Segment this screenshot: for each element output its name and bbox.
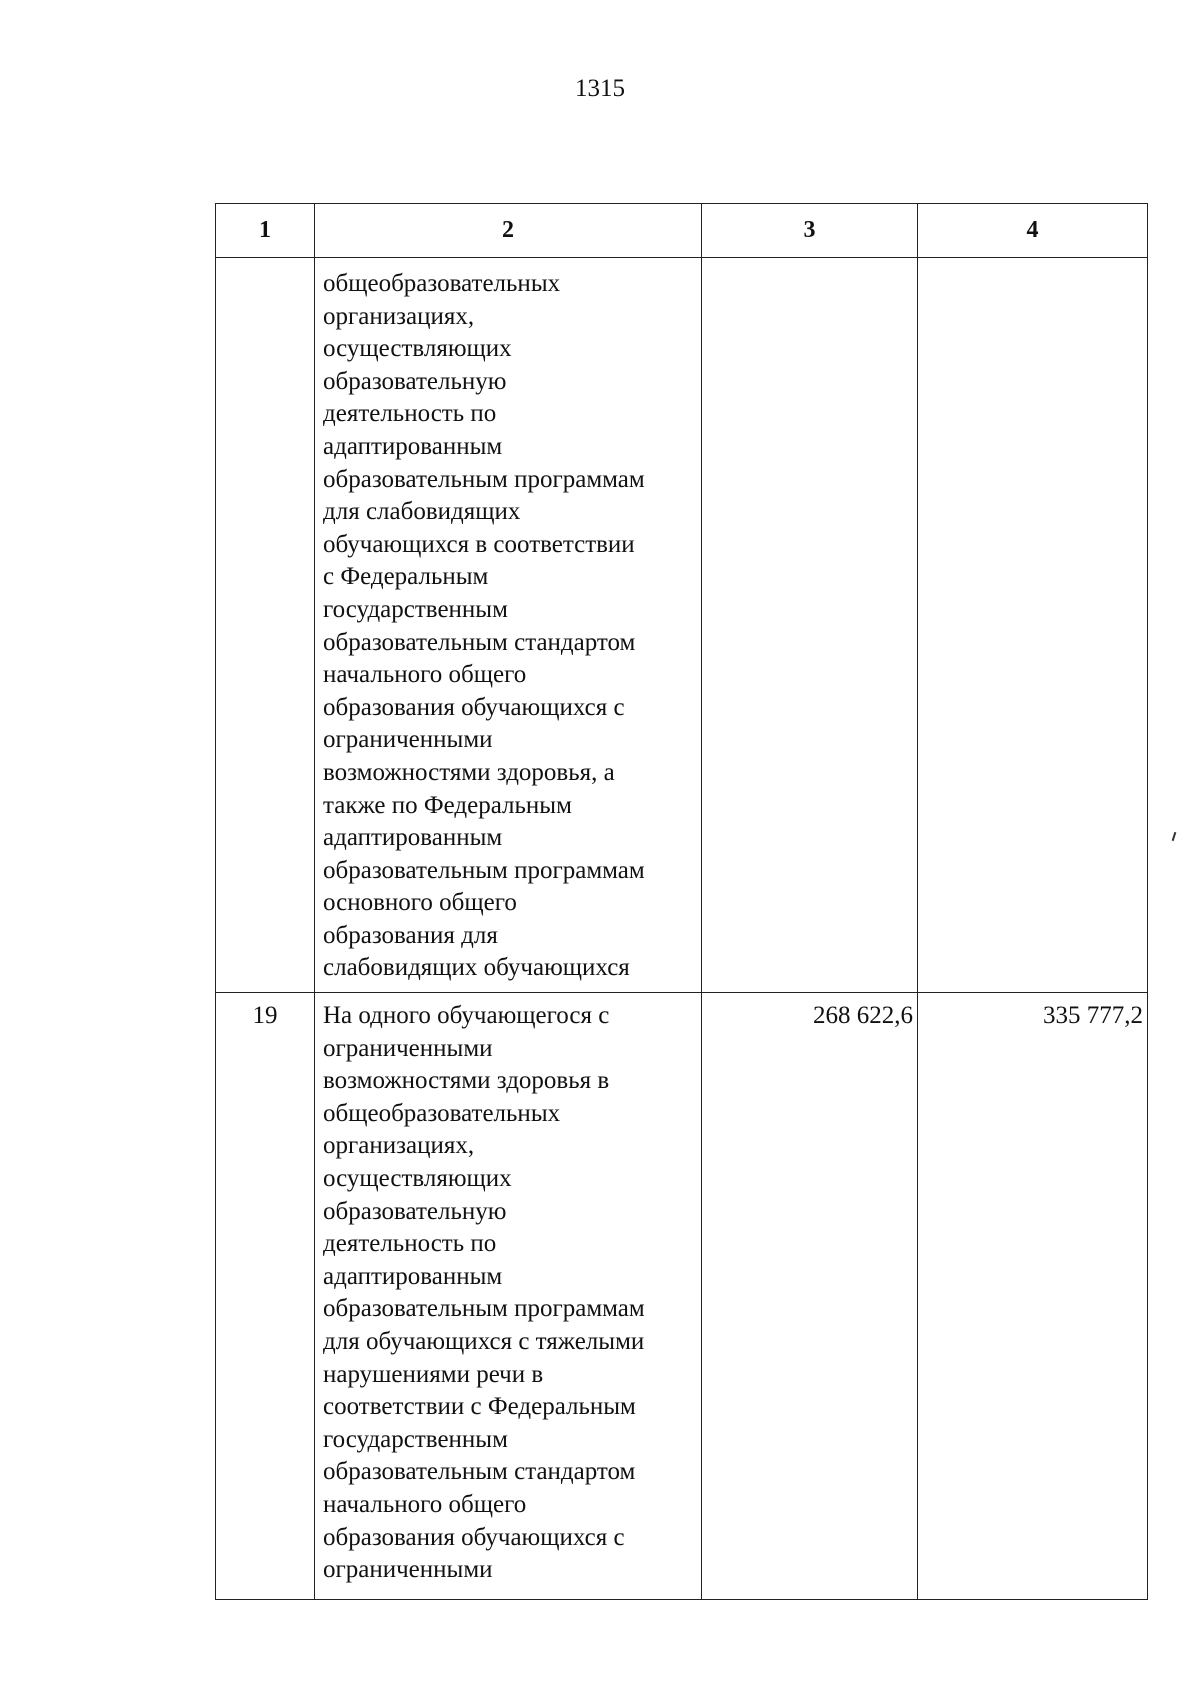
row-number-cell: 19 xyxy=(216,993,315,1600)
row-description-cell: На одного обучающегося с ограниченными возможностями здоровья в общеобразовательных организациях, осуществляющих образовательную деятельность по адаптированным образовательным программам для обучающихся с тяжелыми нарушениями речи в соответствии с Федеральным государственным образовательным стандартом начального общего образования обучающихся с ограниченными xyxy=(315,993,702,1600)
header-col-4: 4 xyxy=(918,204,1148,258)
row-value-col4-cell: 335 777,2 xyxy=(918,993,1148,1600)
table-body xyxy=(216,258,1148,1600)
scan-speck-mark xyxy=(1172,832,1177,841)
header-col-2: 2 xyxy=(315,204,702,258)
row-value-col3-cell xyxy=(702,258,918,993)
row-number-cell xyxy=(216,258,315,993)
row-description-cell: общеобразовательных организациях, осуществляющих образовательную деятельность по адаптированным образовательным программам для слабовидящих обучающихся в соответствии с Федеральным государственным образовательным стандартом начального общего образования обучающихся с ограниченными возможностями здоровья, а также по Федеральным адаптированным образовательным программам основного общего образования для слабовидящих обучающихся xyxy=(315,258,702,993)
row-value-col4-cell xyxy=(918,258,1148,993)
data-table xyxy=(215,203,1148,1600)
header-col-3: 3 xyxy=(702,204,918,258)
header-col-1: 1 xyxy=(216,204,315,258)
table-header xyxy=(216,204,1148,258)
page-number: 1315 xyxy=(575,75,625,102)
header-row xyxy=(216,204,1148,258)
table-row xyxy=(216,993,1148,1600)
table-row xyxy=(216,258,1148,993)
row-value-col3-cell: 268 622,6 xyxy=(702,993,918,1600)
